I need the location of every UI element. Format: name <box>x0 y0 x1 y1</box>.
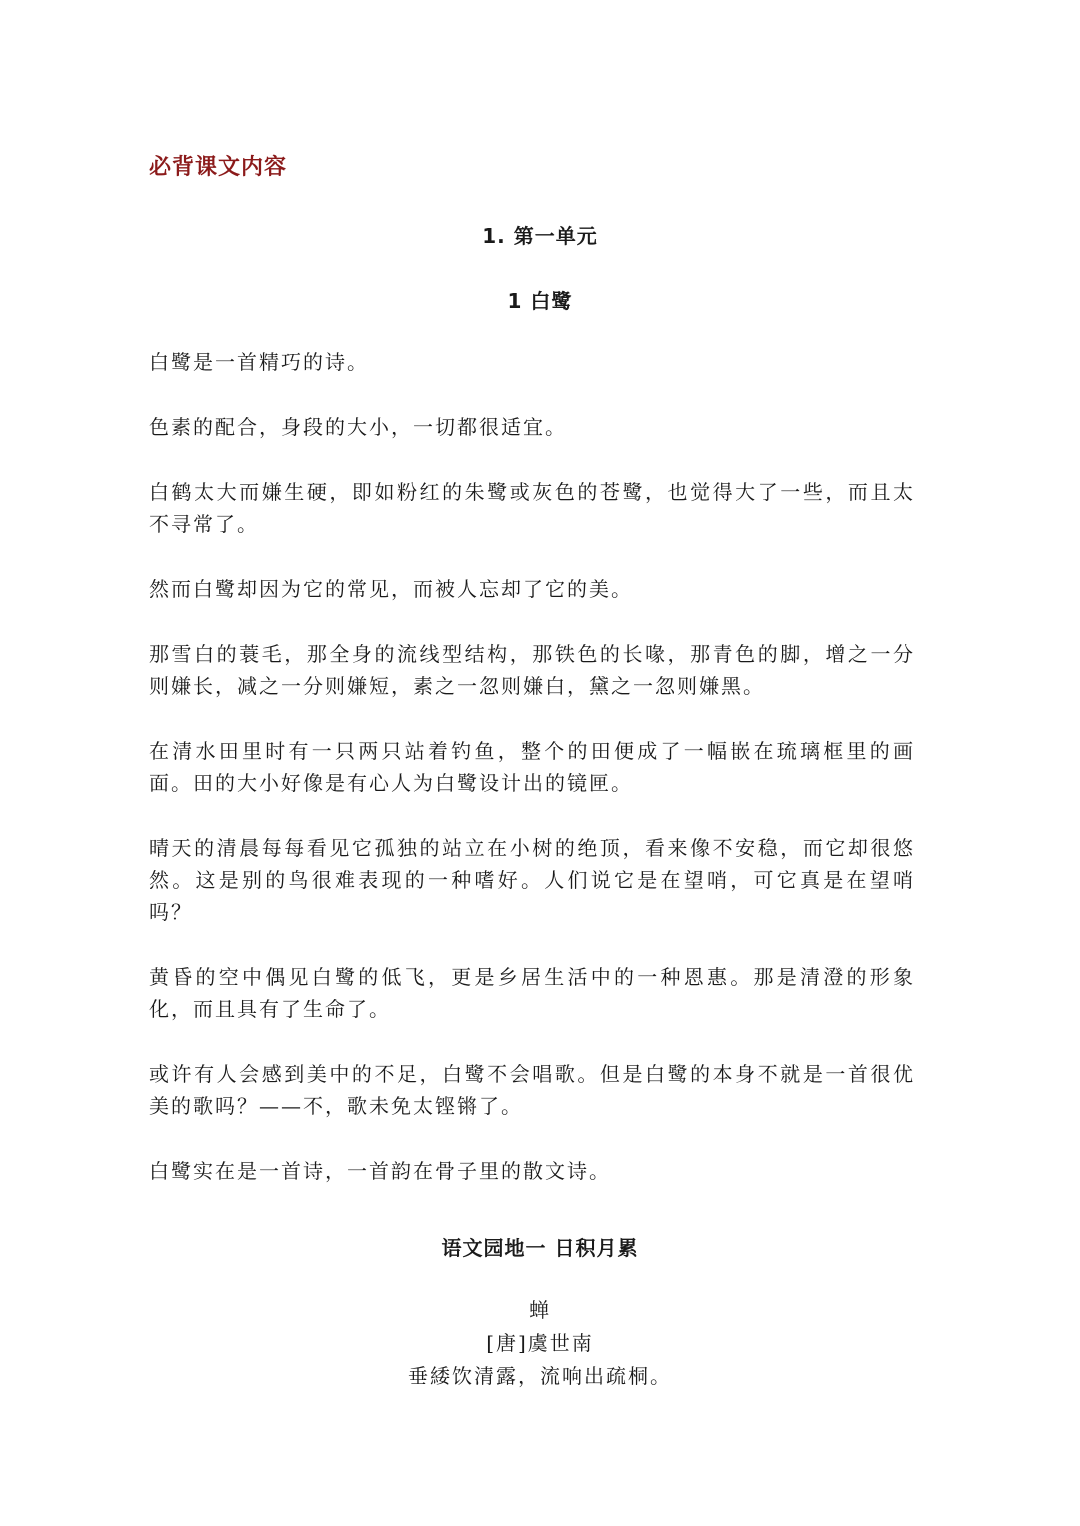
lesson-text <box>149 346 915 1220</box>
poem <box>0 1294 1080 1393</box>
paragraph: 那雪白的蓑毛，那全身的流线型结构，那铁色的长喙，那青色的脚，增之一分则嫌长，减之一分则嫌短，素之一忽则嫌白，黛之一忽则嫌黑。 <box>149 642 915 698</box>
paragraph: 在清水田里时有一只两只站着钓鱼，整个的田便成了一幅嵌在琉璃框里的画面。田的大小好像是有心人为白鹭设计出的镜匣。 <box>149 739 915 795</box>
paragraph: 然而白鹭却因为它的常见，而被人忘却了它的美。 <box>149 577 633 601</box>
paragraph: 黄昏的空中偶见白鹭的低飞，更是乡居生活中的一种恩惠。那是清澄的形象化，而且具有了生命了。 <box>149 965 915 1021</box>
poem-title: 蝉 <box>529 1298 551 1322</box>
section-title: 必背课文内容 <box>149 155 288 180</box>
paragraph: 白鹤太大而嫌生硬，即如粉红的朱鹭或灰色的苍鹭，也觉得大了一些，而且太不寻常了。 <box>149 480 915 536</box>
garden-heading: 语文园地一 日积月累 <box>441 1236 639 1260</box>
paragraph: 晴天的清晨每每看见它孤独的站立在小树的绝顶，看来像不安稳，而它却很悠然。这是别的鸟很难表现的一种嗜好。人们说它是在望哨，可它真是在望哨吗？ <box>149 836 915 924</box>
paragraph: 或许有人会感到美中的不足，白鹭不会唱歌。但是白鹭的本身不就是一首很优美的歌吗？——不，歌未免太铿锵了。 <box>149 1062 915 1118</box>
lesson-heading: 1 白鹭 <box>507 289 573 313</box>
paragraph: 白鹭是一首精巧的诗。 <box>149 350 369 374</box>
paragraph: 色素的配合，身段的大小，一切都很适宜。 <box>149 415 567 439</box>
paragraph: 白鹭实在是一首诗，一首韵在骨子里的散文诗。 <box>149 1159 611 1183</box>
poem-line: 垂緌饮清露，流响出疏桐。 <box>408 1364 672 1388</box>
unit-heading: 1. 第一单元 <box>482 224 598 248</box>
poem-author: [唐]虞世南 <box>486 1331 594 1355</box>
